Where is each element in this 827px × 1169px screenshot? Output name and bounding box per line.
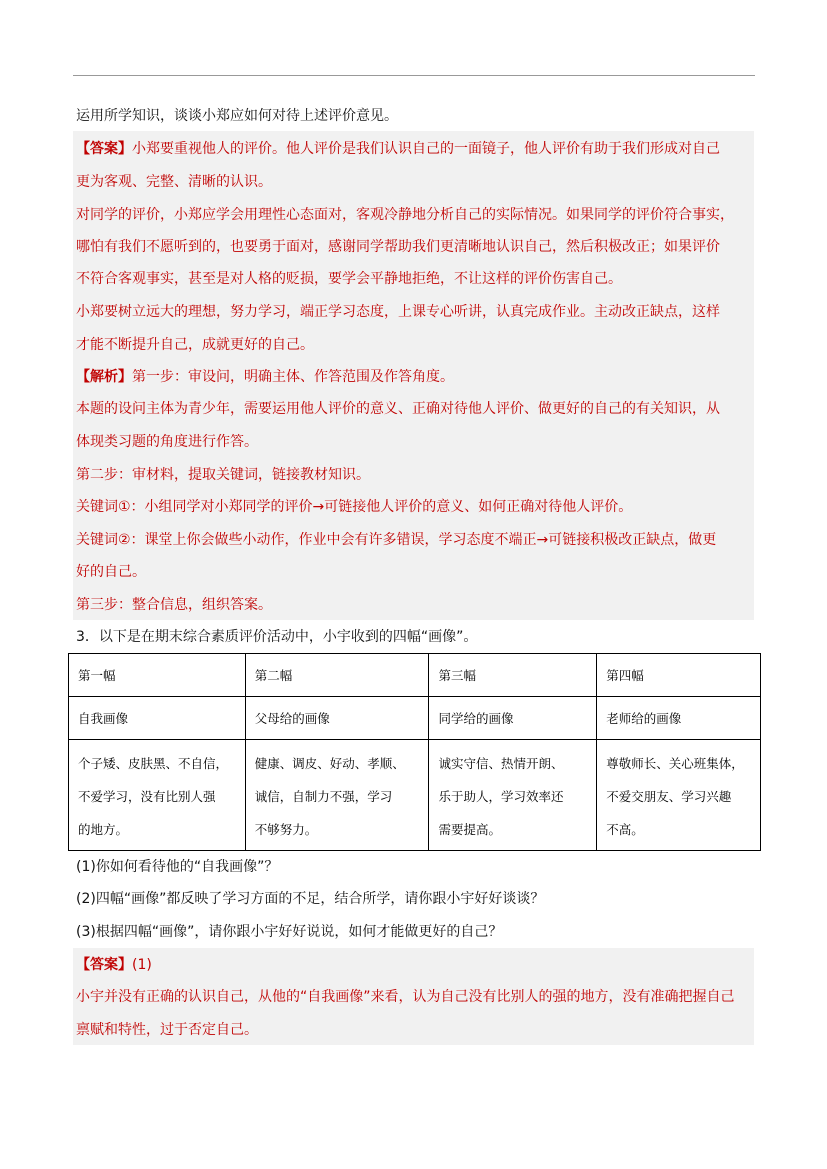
table-row [69, 697, 761, 740]
question3-stem: 3．以下是在期末综合素质评价活动中，小宇收到的四幅“画像”。 [76, 629, 478, 645]
table-cell: 第三幅 [429, 654, 597, 697]
keyword2-line-2: 好的自己。 [76, 564, 146, 580]
question-prompt: 运用所学知识，谈谈小郑应如何对待上述评价意见。 [76, 108, 398, 124]
analysis-line-1 [76, 367, 454, 387]
header-rule [73, 75, 755, 76]
para3-line-1: 小郑要树立远大的理想，努力学习，端正学习态度，上课专心听讲，认真完成作业。主动改正缺点，这样 [76, 304, 720, 320]
keyword2-line-1: 关键词②：课堂上你会做些小动作，作业中会有许多错误，学习态度不端正→可链接积极改正缺点，做更 [76, 532, 717, 548]
analysis-line-3: 体现类习题的角度进行作答。 [76, 434, 258, 450]
table-cell: 老师给的画像 [597, 697, 761, 740]
table-cell [429, 740, 597, 851]
cell-text-line: 不爱交朋友、学习兴趣 [606, 788, 732, 804]
cell-text-line: 不高。 [606, 821, 644, 837]
cell-text-line: 不够努力。 [254, 821, 318, 837]
cell-text-line: 需要提高。 [438, 821, 501, 837]
table-cell: 第二幅 [245, 654, 429, 697]
table-cell [245, 740, 429, 851]
para2-line-1: 对同学的评价，小郑应学会用理性心态面对，客观冷静地分析自己的实际情况。如果同学的评价符合事实， [76, 207, 734, 223]
para3-line-2: 才能不断提升自己，成就更好的自己。 [76, 337, 314, 353]
cell-text-line: 不爱学习，没有比别人强 [78, 788, 216, 804]
sub-question-3: (3)根据四幅“画像”，请你跟小宇好好说说，如何才能做更好的自己？ [76, 924, 503, 940]
cell-text-line: 的地方。 [78, 821, 129, 837]
table-cell: 同学给的画像 [429, 697, 597, 740]
keyword1: 关键词①：小组同学对小郑同学的评价→可链接他人评价的意义、如何正确对待他人评价。 [76, 499, 633, 515]
table-cell: 自我画像 [69, 697, 246, 740]
cell-text-line: 诚实守信、热情开朗、 [438, 755, 564, 771]
analysis-tag: 【解析】 [76, 369, 132, 385]
answer2-number: (1) [132, 957, 152, 973]
cell-text-line: 诚信，自制力不强，学习 [254, 788, 393, 804]
table-cell [597, 740, 761, 851]
analysis-line-2: 本题的设问主体为青少年，需要运用他人评价的意义、正确对待他人评价、做更好的自己的有关知识，从 [76, 401, 720, 417]
table-cell: 第一幅 [69, 654, 246, 697]
table-cell: 第四幅 [597, 654, 761, 697]
table-cell [69, 740, 246, 851]
sub-question-1: (1)你如何看待他的“自我画像”？ [76, 859, 279, 875]
analysis-text: 第一步：审设问，明确主体、作答范围及作答角度。 [132, 369, 454, 385]
answer-tag: 【答案】 [76, 141, 132, 157]
answer2-tag: 【答案】 [76, 957, 132, 973]
answer-line-2: 更为客观、完整、清晰的认识。 [76, 174, 272, 190]
step2: 第二步：审材料，提取关键词，链接教材知识。 [76, 467, 370, 483]
answer-line-1 [76, 139, 720, 159]
cell-text-line: 健康、调皮、好动、孝顺、 [254, 755, 405, 771]
cell-text-line: 尊敬师长、关心班集体， [606, 755, 744, 771]
table-cell: 父母给的画像 [245, 697, 429, 740]
table-row [69, 740, 761, 851]
sub-question-2: (2)四幅“画像”都反映了学习方面的不足，结合所学，请你跟小宇好好谈谈？ [76, 891, 545, 907]
answer2-line-1: 小宇并没有正确的认识自己，从他的“自我画像”来看，认为自己没有比别人的强的地方，没有准确把握自己 [76, 989, 735, 1005]
cell-text-line: 个子矮、皮肤黑、不自信， [78, 755, 229, 771]
answer-text: 小郑要重视他人的评价。他人评价是我们认识自己的一面镜子，他人评价有助于我们形成对自己 [132, 141, 720, 157]
answer2-line-2: 禀赋和特性，过于否定自己。 [76, 1022, 258, 1038]
step3: 第三步：整合信息，组织答案。 [76, 597, 272, 613]
cell-text-line: 乐于助人，学习效率还 [438, 788, 564, 804]
answer2-header [76, 955, 152, 975]
para2-line-2: 哪怕有我们不愿听到的，也要勇于面对，感谢同学帮助我们更清晰地认识自己，然后积极改正；如果评价 [76, 239, 720, 255]
para2-line-3: 不符合客观事实，甚至是对人格的贬损，要学会平静地拒绝，不让这样的评价伤害自己。 [76, 271, 622, 287]
portrait-table [68, 653, 761, 851]
table-header-row [69, 654, 761, 697]
